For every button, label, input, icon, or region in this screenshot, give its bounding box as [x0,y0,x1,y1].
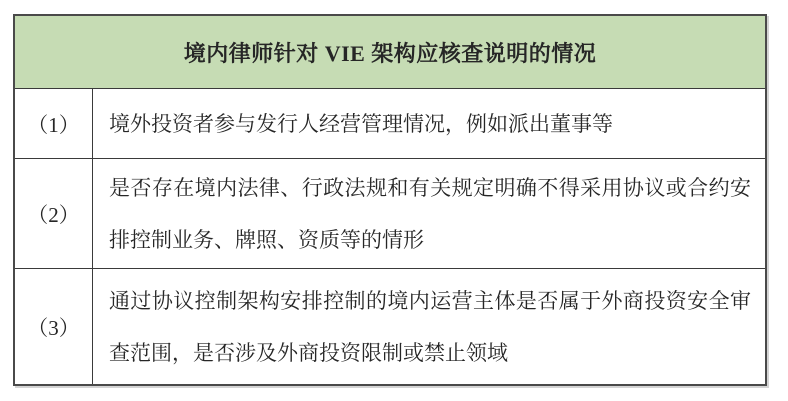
row-2-number-cell [15,158,92,268]
row-text: 是否存在境内法律、行政法规和有关规定明确不得采用协议或合约安排控制业务、牌照、资质等的情形 [109,175,751,252]
row-number: （1） [27,112,80,137]
row-1-text-cell [92,88,765,158]
row-3-number-cell [15,268,92,384]
row-text: 通过协议控制架构安排控制的境内运营主体是否属于外商投资安全审查范围，是否涉及外商投资限制或禁止领域 [109,288,751,365]
row-number: （2） [27,202,80,227]
vie-checklist-table [13,14,767,386]
row-2-text-cell [92,158,765,268]
row-text: 境外投资者参与发行人经营管理情况，例如派出董事等 [109,111,613,136]
row-number: （3） [27,315,80,340]
table-header [15,16,765,88]
table-title: 境内律师针对 VIE 架构应核查说明的情况 [183,40,597,66]
row-1-number-cell [15,88,92,158]
row-3-text-cell [92,268,765,384]
